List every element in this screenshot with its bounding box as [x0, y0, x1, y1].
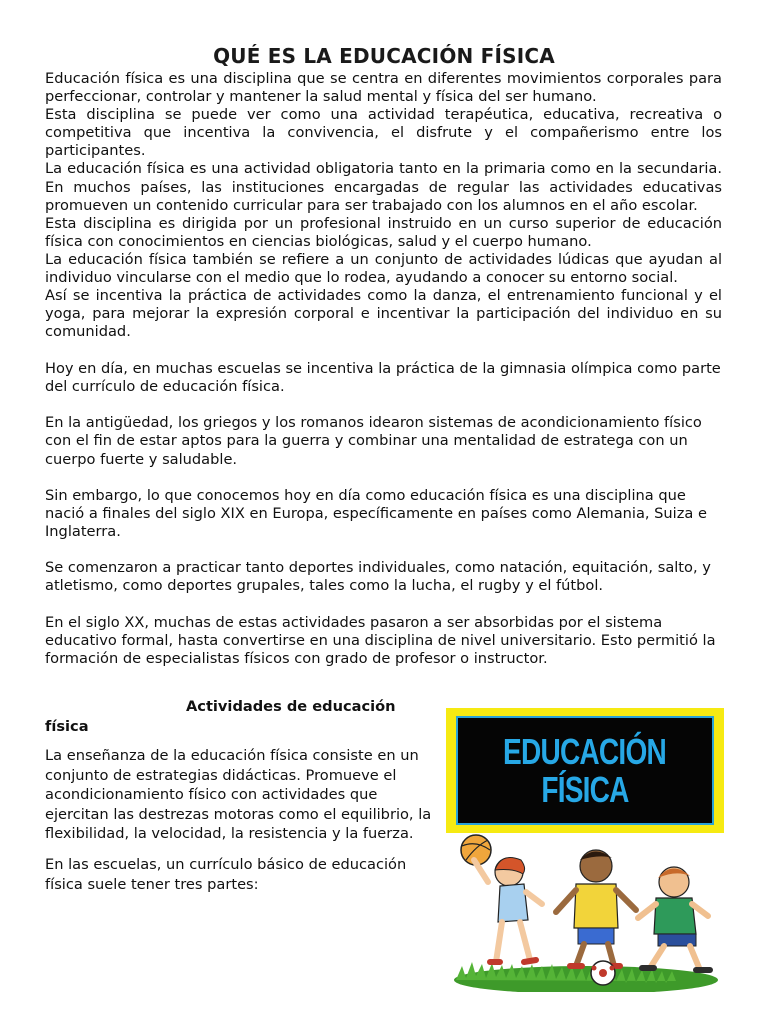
intro-paragraph: La educación física es una actividad obligatoria tanto en la primaria como en la secundaria. En muchos países, las instituciones encargadas de regular las actividades educativas promueven un contenido curricular para ser trabajado con los alumnos en el año escolar.	[45, 160, 722, 214]
intro-paragraph: Esta disciplina es dirigida por un profesional instruido en un curso superior de educación física con conocimientos en ciencias biológicas, salud y el cuerpo humano.	[45, 214, 722, 250]
body-text-block	[45, 360, 725, 686]
section-heading-line2: física	[45, 718, 89, 735]
intro-paragraph: Esta disciplina se puede ver como una actividad terapéutica, educativa, recreativa o competitiva que incentiva la convivencia, el disfrute y el compañerismo entre los participantes.	[45, 106, 722, 160]
intro-paragraph: Así se incentiva la práctica de actividades como la danza, el entrenamiento funcional y el yoga, para mejorar la expresión corporal e incentivar la participación del individuo en su comunidad.	[45, 287, 722, 341]
body-paragraph: En el siglo XX, muchas de estas actividades pasaron a ser absorbidas por el sistema educativo formal, hasta convertirse en una disciplina de nivel universitario. Esto permitió la formación de especialistas físicos con grado de profesor o instructor.	[45, 613, 716, 667]
intro-paragraph: La educación física también se refiere a un conjunto de actividades lúdicas que ayudan al individuo vincularse con el medio que lo rodea, ayudando a conocer su entorno social.	[45, 250, 722, 287]
banner-text-line1: EDUCACIÓN	[503, 730, 667, 772]
section-heading-line1: Actividades de educación	[186, 698, 396, 715]
section-text-block	[45, 746, 437, 905]
section-heading	[45, 697, 435, 737]
page-title: QUÉ ES LA EDUCACIÓN FÍSICA	[213, 44, 555, 68]
body-paragraph: Sin embargo, lo que conocemos hoy en día como educación física es una disciplina que nació a finales del siglo XIX en Europa, específicamente en países como Alemania, Suiza e Inglaterra.	[45, 486, 707, 541]
intro-paragraph: Educación física es una disciplina que se centra en diferentes movimientos corporales para perfeccionar, controlar y mantener la salud mental y física del ser humano.	[45, 70, 722, 106]
banner-sign	[456, 716, 714, 825]
body-paragraph: Se comenzaron a practicar tanto deportes individuales, como natación, equitación, salto, y atletismo, como deportes grupales, tales como la lucha, el rugby y el fútbol.	[45, 559, 711, 595]
intro-text-block	[45, 70, 722, 341]
banner-text-line2: FÍSICA	[541, 768, 629, 810]
section-paragraph: En las escuelas, un currículo básico de educación física suele tener tres partes:	[45, 855, 407, 893]
girl-figure	[474, 858, 542, 962]
body-paragraph: Hoy en día, en muchas escuelas se incentiva la práctica de la gimnasia olímpica como parte del currículo de educación física.	[45, 360, 721, 396]
section-paragraph: La enseñanza de la educación física consiste en un conjunto de estrategias didácticas. Promueve el acondicionamiento físico con actividades que ejercitan las destrezas motoras como el equilibrio, la flexibilidad, la velocidad, la resistencia y la fuerza.	[45, 747, 432, 843]
illustration-banner	[446, 708, 724, 833]
physical-education-illustration	[446, 708, 724, 992]
kids-playing-soccer-drawing	[446, 830, 724, 992]
boy-green-shirt-figure	[638, 867, 710, 970]
grass-patch	[454, 962, 718, 992]
body-paragraph: En la antigüedad, los griegos y los romanos idearon sistemas de acondicionamiento físico con el fin de estar aptos para la guerra y combinar una mentalidad de estratega con un cuerpo fuerte y saludable.	[45, 414, 702, 468]
boy-yellow-shirt-figure	[556, 850, 636, 966]
soccer-ball	[591, 961, 615, 985]
